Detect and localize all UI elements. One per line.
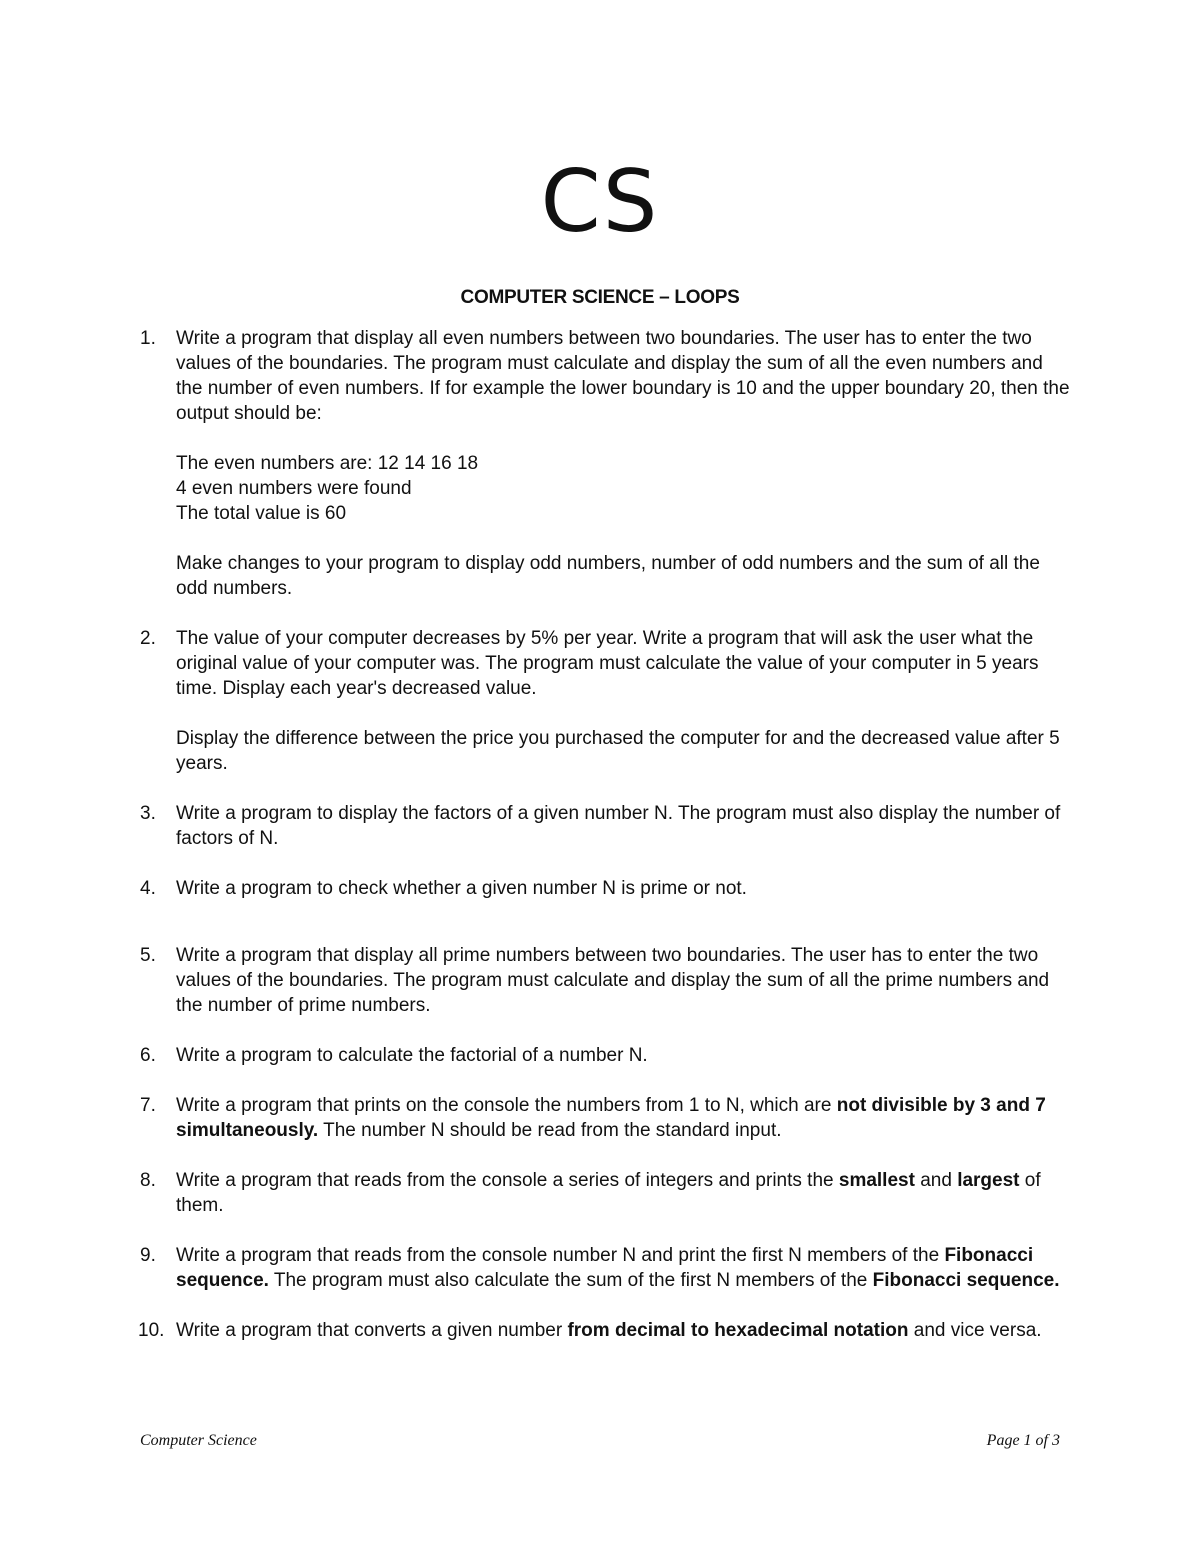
question-7 bbox=[140, 1093, 1070, 1143]
footer-course-name: Computer Science bbox=[140, 1432, 257, 1449]
question-text: Write a program to display the factors of a given number N. The program must also display the number of factors of N. bbox=[176, 803, 1061, 849]
text-run: and bbox=[914, 1170, 958, 1191]
question-number: 2. bbox=[140, 628, 156, 649]
question-number: 7. bbox=[140, 1095, 156, 1116]
question-5 bbox=[140, 943, 1070, 1018]
question-10 bbox=[140, 1318, 1070, 1343]
question-number: 3. bbox=[140, 803, 156, 824]
question-text: Write a program that display all even numbers between two boundaries. The user has to enter the two values of the boundaries. The program must calculate and display the sum of all the even numbers and the number of even numbers. If for example the lower boundary is 10 and the upper boundary 20, then the output should be: bbox=[176, 328, 1070, 424]
bold-text-run: smallest bbox=[838, 1170, 915, 1191]
text-run: The program must also calculate the sum of the first N members of the bbox=[268, 1270, 873, 1291]
question-number: 9. bbox=[140, 1245, 156, 1266]
question-list bbox=[140, 326, 1070, 1343]
text-run: Write a program that prints on the console the numbers from 1 to N, which are bbox=[176, 1095, 837, 1116]
text-run: The number N should be read from the standard input. bbox=[318, 1120, 782, 1141]
sample-output-line: The total value is 60 bbox=[176, 503, 347, 524]
bold-text-run: not divisible by 3 and 7 simultaneously. bbox=[176, 1095, 1046, 1141]
text-run: of them. bbox=[176, 1170, 1041, 1216]
question-2 bbox=[140, 626, 1070, 776]
question-number: 5. bbox=[140, 945, 156, 966]
bold-text-run: Fibonacci sequence. bbox=[872, 1270, 1060, 1291]
question-3 bbox=[140, 801, 1070, 851]
question-text bbox=[176, 1168, 1070, 1218]
question-6 bbox=[140, 1043, 1070, 1068]
question-text: Write a program that display all prime numbers between two boundaries. The user has to enter the two values of the boundaries. The program must calculate and display the sum of all the prime numbers and the number of prime numbers. bbox=[176, 945, 1050, 1016]
question-8 bbox=[140, 1168, 1070, 1218]
question-number: 4. bbox=[140, 878, 156, 899]
sample-output-line: The even numbers are: 12 14 16 18 bbox=[176, 453, 479, 474]
question-text: The value of your computer decreases by 5% per year. Write a program that will ask the user what the original value of your computer was. The program must calculate the value of your computer in 5 years time. Display each year's decreased value. bbox=[176, 628, 1039, 699]
text-run: Write a program that converts a given number bbox=[176, 1320, 568, 1341]
cs-logo: CS bbox=[540, 152, 660, 252]
question-number: 1. bbox=[140, 328, 156, 349]
bold-text-run: largest bbox=[957, 1170, 1020, 1191]
footer-page-number: Page 1 of 3 bbox=[986, 1432, 1060, 1449]
question-text bbox=[176, 1243, 1070, 1293]
page-title: COMPUTER SCIENCE – LOOPS bbox=[460, 287, 740, 308]
question-number: 6. bbox=[140, 1045, 156, 1066]
question-9 bbox=[140, 1243, 1070, 1293]
question-1 bbox=[140, 326, 1070, 601]
question-followup: Make changes to your program to display odd numbers, number of odd numbers and the sum of all the odd numbers. bbox=[176, 553, 1040, 599]
question-number: 10. bbox=[138, 1320, 165, 1341]
bold-text-run: Fibonacci sequence. bbox=[176, 1245, 1034, 1291]
sample-output-line: 4 even numbers were found bbox=[176, 478, 412, 499]
question-number: 8. bbox=[140, 1170, 156, 1191]
text-run: Write a program that reads from the console number N and print the first N members of the bbox=[176, 1245, 945, 1266]
question-text: Write a program to calculate the factorial of a number N. bbox=[176, 1045, 648, 1066]
question-text: Write a program to check whether a given number N is prime or not. bbox=[176, 878, 747, 899]
question-4 bbox=[140, 876, 1070, 901]
text-run: Write a program that reads from the console a series of integers and prints the bbox=[176, 1170, 839, 1191]
question-text bbox=[176, 1093, 1070, 1143]
text-run: and vice versa. bbox=[908, 1320, 1042, 1341]
question-followup: Display the difference between the price you purchased the computer for and the decreased value after 5 years. bbox=[176, 728, 1060, 774]
question-text bbox=[176, 1318, 1070, 1343]
sample-output bbox=[176, 451, 1070, 526]
bold-text-run: from decimal to hexadecimal notation bbox=[567, 1320, 909, 1341]
